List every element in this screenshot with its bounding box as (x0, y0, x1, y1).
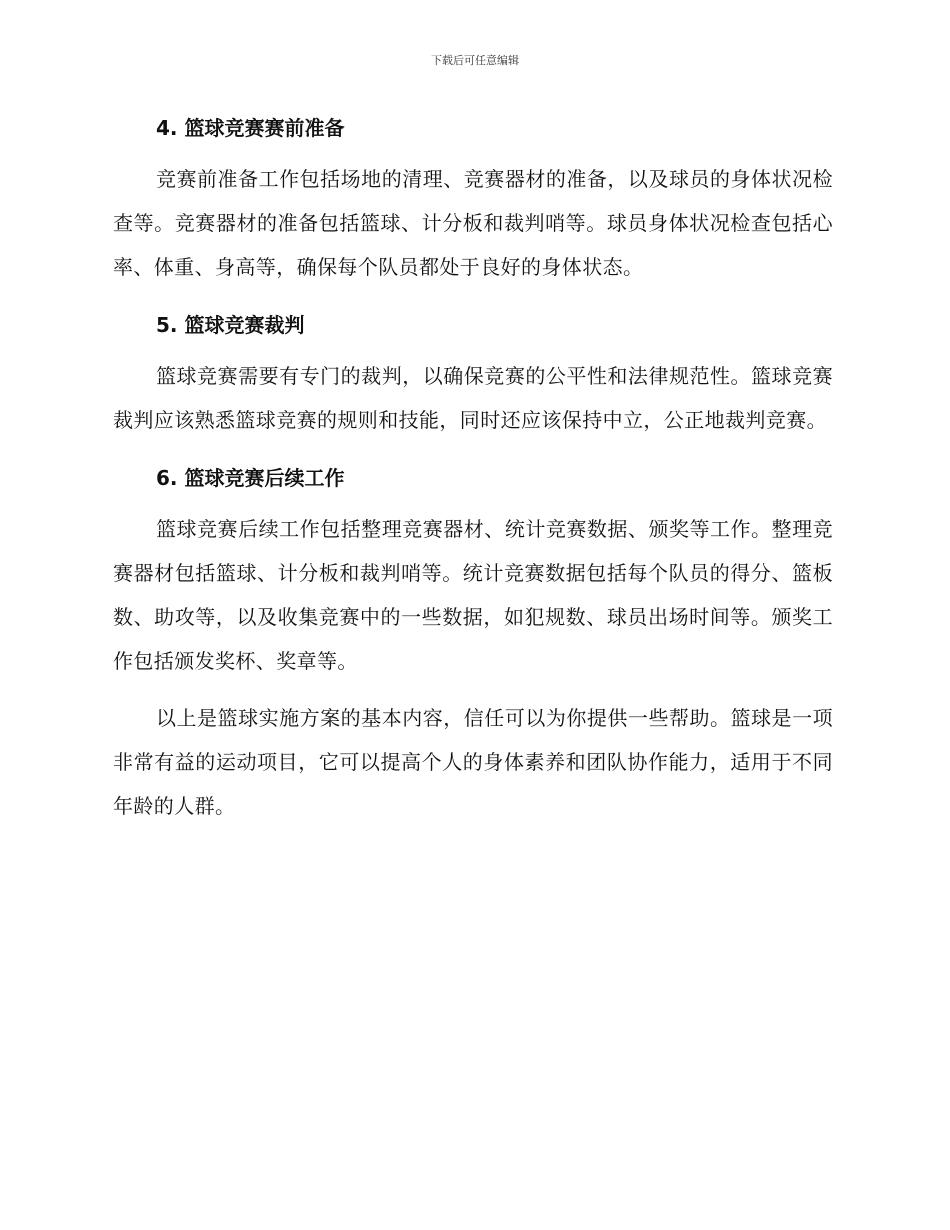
conclusion (113, 696, 833, 828)
section-heading: 5. 篮球竞赛裁判 (156, 313, 305, 337)
conclusion-paragraph: 以上是篮球实施方案的基本内容，信任可以为你提供一些帮助。篮球是一项非常有益的运动项目，它可以提高个人的身体素养和团队协作能力，适用于不同年龄的人群。 (113, 706, 833, 818)
section-4 (113, 112, 833, 289)
section-paragraph: 篮球竞赛后续工作包括整理竞赛器材、统计竞赛数据、颁奖等工作。整理竞赛器材包括篮球、计分板和裁判哨等。统计竞赛数据包括每个队员的得分、篮板数、助攻等，以及收集竞赛中的一些数据，如犯规数、球员出场时间等。颁奖工作包括颁发奖杯、奖章等。 (113, 517, 833, 673)
section-paragraph: 竞赛前准备工作包括场地的清理、竞赛器材的准备，以及球员的身体状况检查等。竞赛器材的准备包括篮球、计分板和裁判哨等。球员身体状况检查包括心率、体重、身高等，确保每个队员都处于良好的身体状态。 (113, 167, 833, 279)
document-body (113, 112, 833, 828)
section-6 (113, 462, 833, 683)
page-header: 下载后可任意编辑 (431, 54, 519, 67)
section-paragraph: 篮球竞赛需要有专门的裁判，以确保竞赛的公平性和法律规范性。篮球竞赛裁判应该熟悉篮球竞赛的规则和技能，同时还应该保持中立，公正地裁判竞赛。 (113, 364, 833, 432)
section-5 (113, 309, 833, 442)
section-heading: 6. 篮球竞赛后续工作 (156, 466, 345, 490)
section-heading: 4. 篮球竞赛赛前准备 (156, 116, 345, 140)
